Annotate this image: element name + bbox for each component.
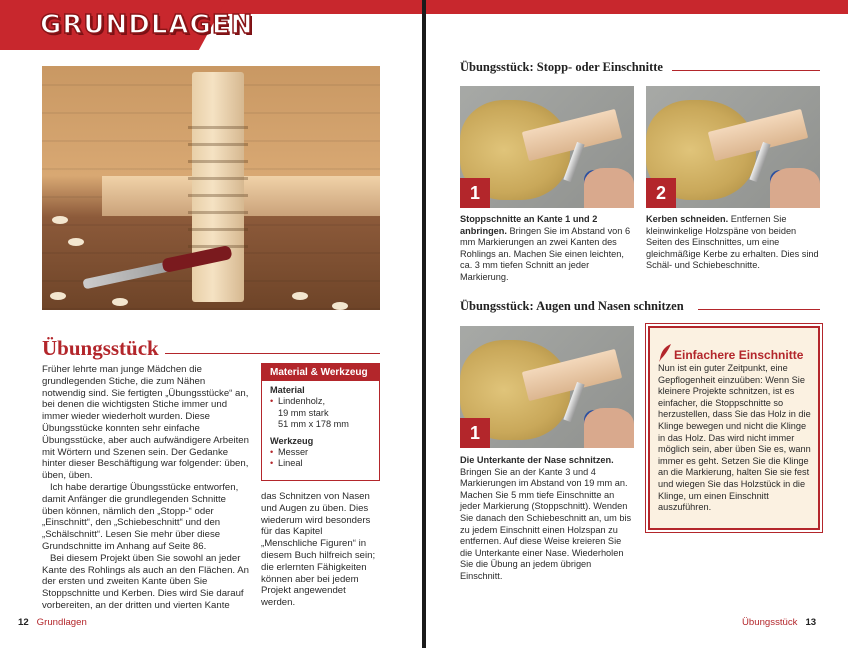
top-bar: [426, 0, 848, 14]
footer-left: [18, 617, 87, 628]
step-caption-2: Kerben schneiden. Entfernen Sie kleinwinkelige Holzspäne von beiden Seiten des Einschnittes, um eine gleichmäßige Kerbe zu erhalten. Dies sind Schäl- und Schiebeschnitte.: [646, 214, 819, 271]
paragraph: Früher lehrte man junge Mädchen die grundlegenden Stiche, die zum Nähen notwendig sind. Sie fertigten „Übungsstücke“ an, bei denen die wichtigsten Stiche immer und immer wieder wiederholt wurden. Diese Übungsstücke konnten sehr einfache Übungsstücke, aber auch aufwändigere Arbeiten mit Wörtern und Szenen sein. Der Gedanke hinter dieser Beschäftigung war folgender: üben, üben, üben.: [42, 364, 249, 482]
paragraph: Ich habe derartige Übungsstücke entworfen, damit Anfänger die grundlegenden Schnitte üben können, nämlich den „Stopp-“ oder „Einschnitt“, den „Schiebeschnitt“ und den „Schälschnitt“. Lesen Sie mehr über diese Grundschnitte im Anhang auf Seite 86.: [42, 481, 239, 552]
step-badge: 2: [646, 178, 676, 208]
tip-text: Nun ist ein guter Zeitpunkt, eine Gepflogenheit einzuüben: Wenn Sie kleinere Projekte schnitzen, ist es einfacher, die Stoppschnitte so herzustellen, dass Sie das Holz in die Klinge bewegen und nicht die Klinge in das Holz. Das wird nicht immer möglich sein, aber üben Sie es, wann immer es geht. Setzen Sie die Klinge an die Markierung, halten Sie sie fest und wiegen Sie das Holzstück in die Klinge, um einen Einschnitt auszuführen.: [658, 363, 811, 513]
footer-right: [742, 617, 816, 628]
page-title: Übungsstück: [42, 336, 159, 360]
footer-label: Übungsstück: [742, 617, 798, 628]
heading-rule: [672, 70, 820, 71]
main-photo: [42, 66, 380, 310]
step-badge: 1: [460, 418, 490, 448]
bullet-icon: •: [270, 458, 274, 469]
quill-icon: [658, 344, 672, 362]
body-text-mid: [261, 491, 380, 609]
bullet-icon: •: [270, 396, 274, 407]
step-photo-3: [460, 326, 634, 448]
section-tab-label: GRUNDLAGEN: [40, 10, 254, 40]
step-badge: 1: [460, 178, 490, 208]
tool-item: • Messer: [270, 447, 309, 458]
paragraph: Bei diesem Projekt üben Sie sowohl an jeder Kante des Rohlings als auch an den Flächen. An der ersten und zweiten Kante üben Sie Stoppschnitte und Kerben. Dies wird Sie darauf vorbereiten, an der dritten und vierten Kante: [42, 552, 249, 611]
footer-label: Grundlagen: [36, 617, 87, 628]
step-photo-2: [646, 86, 820, 208]
tip-title: Einfachere Einschnitte: [674, 348, 804, 362]
right-page: [426, 0, 848, 648]
title-rule: [165, 353, 380, 354]
step-caption-3: Die Unterkante der Nase schnitzen. Bringen Sie an der Kante 3 und 4 Markierungen im Abstand von 19 mm an. Machen Sie 5 mm tiefe Einschnitte an jeder Markierung (Stoppschnitt). Wenden Sie danach den Schiebeschnitt an, um bis zu jedem Einschnitt einen Holzspan zu entfernen. Auf diese Weise kreieren Sie die Unterkante einer Nase. Wiederholen Sie die Übung an jedem übrigen Einschnitt.: [460, 455, 632, 581]
material-detail: 19 mm stark: [278, 407, 329, 418]
tools-label: Werkzeug: [270, 435, 314, 446]
material-label: Material: [270, 385, 305, 395]
tool-item: • Lineal: [270, 458, 303, 469]
body-text-left: [42, 364, 250, 612]
tip-box: [648, 326, 820, 530]
bullet-icon: •: [270, 447, 274, 458]
material-item: • Lindenholz,: [270, 396, 325, 407]
left-page: [0, 0, 422, 648]
material-box-title: Material & Werkzeug: [262, 364, 379, 381]
material-detail: 51 mm x 178 mm: [278, 419, 349, 430]
page-number: 13: [805, 617, 817, 628]
section-heading-1: Übungsstück: Stopp- oder Einschnitte: [460, 60, 663, 74]
material-box: [261, 363, 380, 481]
page-number: 12: [18, 617, 29, 628]
step-caption-1: Stoppschnitte an Kante 1 und 2 anbringen. Bringen Sie im Abstand von 6 mm Markierungen an zwei Kanten des Rohlings an. Machen Sie einen leichten, ca. 3 mm tiefen Schnitt an jeder Markierung.: [460, 214, 631, 282]
heading-rule: [698, 309, 820, 310]
step-photo-1: [460, 86, 634, 208]
paragraph: das Schnitzen von Nasen und Augen zu üben. Dies wiederum wird besonders für das Kapitel „Menschliche Figuren“ in diesem Buch hilfreich sein; die erlernten Fähigkeiten können aber bei jedem Projekt angewendet werden.: [261, 491, 376, 609]
section-heading-2: Übungsstück: Augen und Nasen schnitzen: [460, 299, 684, 313]
